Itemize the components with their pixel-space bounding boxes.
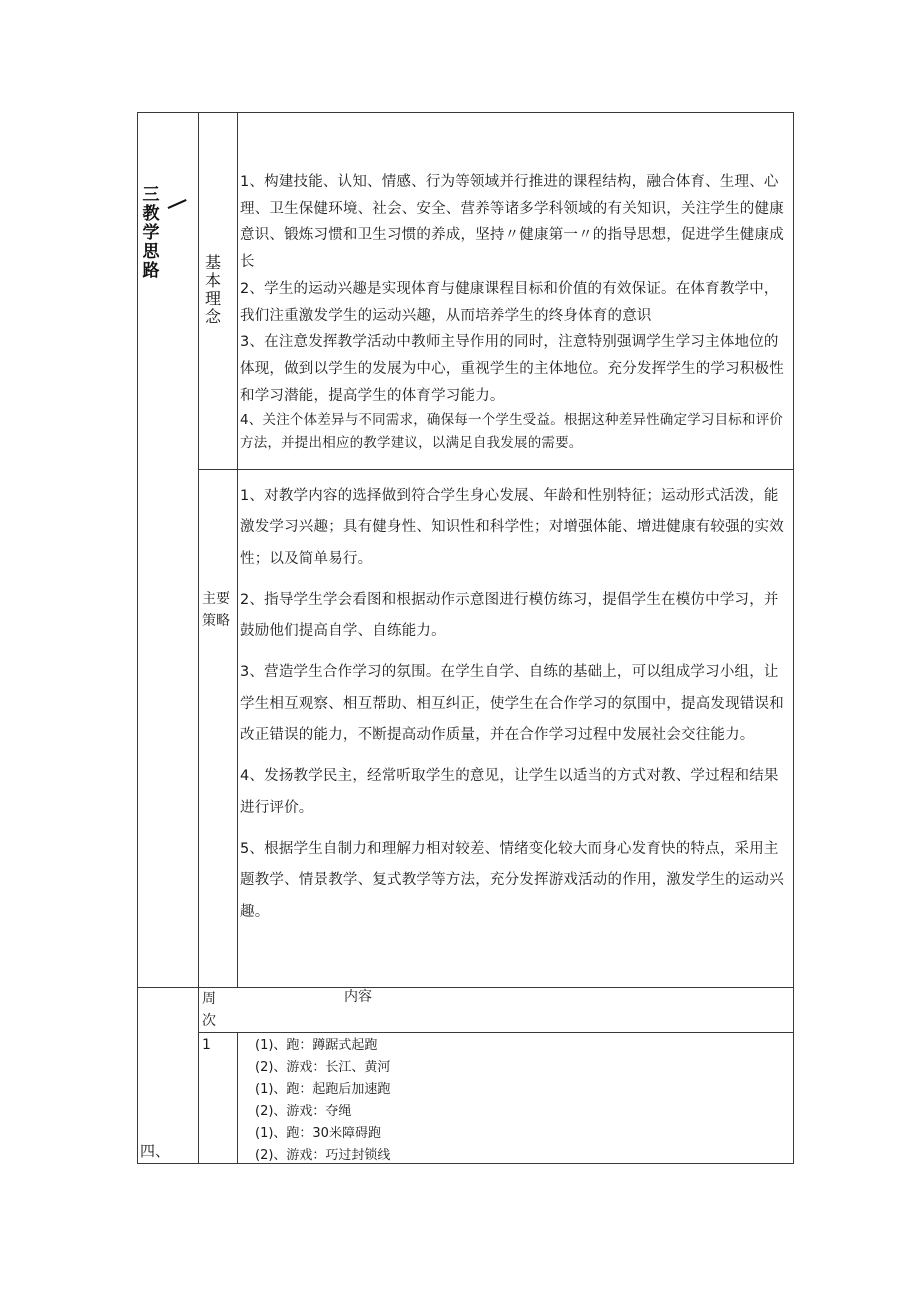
week-header xyxy=(202,988,216,1032)
concept-paragraph: 4、关注个体差异与不同需求，确保每一个学生受益。根据这种差异性确定学习目标和评价方法，并提出相应的教学建议，以满足自我发展的需要。 xyxy=(240,412,784,452)
schedule-item: (2)、游戏：巧过封锁线 xyxy=(255,1148,391,1163)
concept-paragraph: 3、在注意发挥教学活动中教师主导作用的同时，注意特别强调学生学习主体地位的体现，做到以学生的发展为中心，重视学生的主体地位。充分发挥学生的学习积极性和学习潜能，提高学生的体育学习能力。 xyxy=(240,334,784,404)
table-right-border xyxy=(793,112,794,1164)
strategy-paragraph: 5、根据学生自制力和理解力相对较差、情绪变化较大而身心发育快的特点，采用主题教学、情景教学、复式教学等方法，充分发挥游戏活动的作用，激发学生的运动兴趣。 xyxy=(240,840,784,920)
week-number: 1 xyxy=(202,1037,211,1053)
schedule-item: (1)、跑：蹲踞式起跑 xyxy=(255,1038,378,1053)
basic-concept-label xyxy=(200,254,226,326)
main-strategy-label-line: 主要 xyxy=(202,591,230,607)
section3-label xyxy=(140,186,162,281)
content-header: 内容 xyxy=(344,989,372,1005)
section3-label-char: 路 xyxy=(142,261,160,281)
schedule-item: (1)、跑：30米障碍跑 xyxy=(255,1126,381,1141)
column-divider-2 xyxy=(237,112,238,988)
basic-concept-label-char: 基 xyxy=(204,253,221,272)
row-divider-schedule-header xyxy=(198,1032,794,1033)
week-header-line: 周 xyxy=(202,991,216,1007)
strategy-paragraph: 1、对教学内容的选择做到符合学生身心发展、年龄和性别特征；运动形式活泼，能激发学习兴趣；具有健身性、知识性和科学性；对增强体能、增进健康有较强的实效性；以及简单易行。 xyxy=(240,488,784,567)
schedule-column-divider xyxy=(237,1032,238,1164)
row-divider-concept-strategy xyxy=(198,469,794,470)
basic-concept-label-char: 理 xyxy=(204,289,221,308)
column-divider-1 xyxy=(198,112,199,1164)
table-left-border xyxy=(137,112,138,1164)
strategy-paragraph: 2、指导学生学会看图和根据动作示意图进行模仿练习，提倡学生在模仿中学习，并鼓励他们提高自学、自练能力。 xyxy=(240,591,779,640)
strategy-paragraph: 4、发扬教学民主，经常听取学生的意见，让学生以适当的方式对教、学过程和结果进行评价。 xyxy=(240,768,779,816)
main-strategy-label xyxy=(202,588,230,632)
basic-concept-label-char: 本 xyxy=(204,271,221,290)
section3-label-char: 思 xyxy=(142,242,160,262)
section3-label-char: 三 xyxy=(142,185,160,205)
schedule-item: (2)、游戏：夺绳 xyxy=(255,1104,352,1119)
schedule-item: (2)、游戏：长江、黄河 xyxy=(255,1060,391,1075)
row-divider-section3-section4 xyxy=(137,987,794,988)
schedule-item: (1)、跑：起跑后加速跑 xyxy=(255,1082,391,1097)
main-strategy-content xyxy=(240,481,791,928)
slash-mark xyxy=(168,199,187,209)
basic-concept-label-char: 念 xyxy=(204,307,221,326)
strategy-paragraph: 3、营造学生合作学习的氛围。在学生自学、自练的基础上，可以组成学习小组，让学生相互观察、相互帮助、相互纠正，使学生在合作学习的氛围中，提高发现错误和改正错误的能力，不断提高动作质量，并在合作学习过程中发展社会交往能力。 xyxy=(240,664,784,744)
week-header-line: 次 xyxy=(202,1013,216,1029)
table-bottom-border xyxy=(137,1163,794,1164)
concept-paragraph: 2、学生的运动兴趣是实现体育与健康课程目标和价值的有效保证。在体育教学中，我们注重激发学生的运动兴趣，从而培养学生的终身体育的意识 xyxy=(240,280,779,324)
section4-label: 四、 xyxy=(140,1142,171,1160)
concept-paragraph: 1、构建技能、认知、情感、行为等领域并行推进的课程结构，融合体育、生理、心理、卫生保健环境、社会、安全、营养等诸多学科领域的有关知识，关注学生的健康意识、锻炼习惯和卫生习惯的养成，坚持〃健康第一〃的指导思想，促进学生健康成长 xyxy=(240,174,784,271)
section3-label-char: 学 xyxy=(142,223,160,243)
table-top-border xyxy=(137,112,794,113)
section3-label-char: 教 xyxy=(142,204,160,224)
basic-concept-content xyxy=(240,169,791,455)
main-strategy-label-line: 策略 xyxy=(202,613,230,629)
